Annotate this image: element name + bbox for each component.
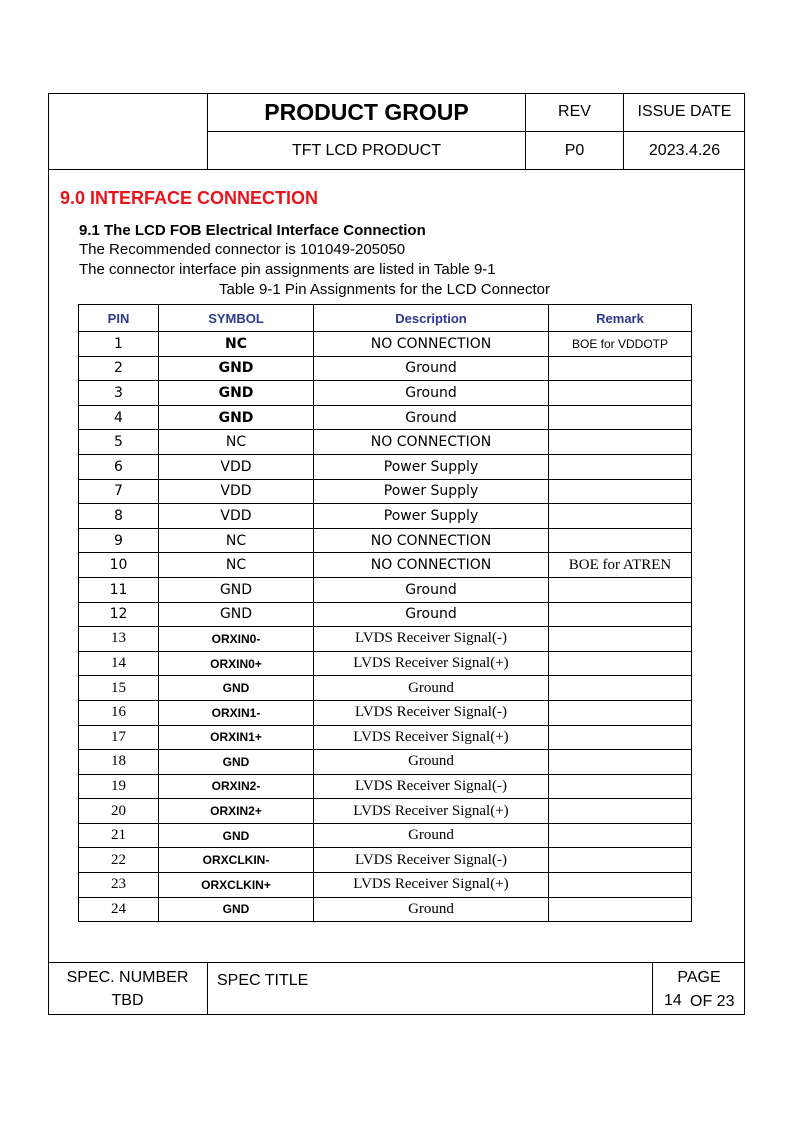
description-cell: LVDS Receiver Signal(-) xyxy=(314,627,549,652)
symbol-cell: NC xyxy=(159,528,314,553)
pin-cell: 10 xyxy=(79,553,159,578)
header-pin: PIN xyxy=(79,305,159,332)
remark-cell xyxy=(549,577,692,602)
table-row xyxy=(79,430,692,455)
header-description: Description xyxy=(314,305,549,332)
table-row xyxy=(79,405,692,430)
header-symbol: SYMBOL xyxy=(159,305,314,332)
description-cell: NO CONNECTION xyxy=(314,528,549,553)
pin-cell: 9 xyxy=(79,528,159,553)
symbol-cell: GND xyxy=(159,602,314,627)
rev-label: REV xyxy=(558,103,591,120)
description-cell: LVDS Receiver Signal(+) xyxy=(314,725,549,750)
description-cell: NO CONNECTION xyxy=(314,332,549,357)
pin-cell: 1 xyxy=(79,332,159,357)
subsection-title: 9.1 The LCD FOB Electrical Interface Connection xyxy=(79,222,426,239)
pin-cell: 24 xyxy=(79,897,159,922)
pin-cell: 6 xyxy=(79,454,159,479)
description-cell: Ground xyxy=(314,676,549,701)
symbol-cell: NC xyxy=(159,430,314,455)
table-row xyxy=(79,700,692,725)
symbol-cell: ORXCLKIN+ xyxy=(159,873,314,898)
description-cell: LVDS Receiver Signal(-) xyxy=(314,848,549,873)
symbol-cell: ORXIN0+ xyxy=(159,651,314,676)
pin-cell: 3 xyxy=(79,381,159,406)
pin-cell: 5 xyxy=(79,430,159,455)
symbol-cell: GND xyxy=(159,676,314,701)
description-cell: LVDS Receiver Signal(+) xyxy=(314,799,549,824)
table-row xyxy=(79,454,692,479)
symbol-cell: GND xyxy=(159,823,314,848)
symbol-cell: GND xyxy=(159,405,314,430)
pin-cell: 7 xyxy=(79,479,159,504)
description-cell: LVDS Receiver Signal(-) xyxy=(314,700,549,725)
symbol-cell: GND xyxy=(159,577,314,602)
table-row xyxy=(79,356,692,381)
table-row xyxy=(79,676,692,701)
product-group-title: PRODUCT GROUP xyxy=(264,98,469,125)
table-row xyxy=(79,479,692,504)
spec-title-label: SPEC TITLE xyxy=(217,972,309,989)
remark-cell xyxy=(549,897,692,922)
remark-cell xyxy=(549,381,692,406)
pin-assignment-text: The connector interface pin assignments are listed in Table 9-1 xyxy=(79,261,496,278)
table-row xyxy=(79,381,692,406)
table-row xyxy=(79,332,692,357)
remark-cell xyxy=(549,848,692,873)
pin-cell: 12 xyxy=(79,602,159,627)
pin-cell: 17 xyxy=(79,725,159,750)
table-row xyxy=(79,799,692,824)
table-header-row xyxy=(79,305,692,332)
description-cell: Ground xyxy=(314,577,549,602)
description-cell: Ground xyxy=(314,356,549,381)
remark-cell xyxy=(549,873,692,898)
remark-cell xyxy=(549,725,692,750)
remark-cell xyxy=(549,454,692,479)
description-cell: Ground xyxy=(314,750,549,775)
remark-cell xyxy=(549,504,692,529)
table-row xyxy=(79,774,692,799)
table-row xyxy=(79,627,692,652)
remark-cell xyxy=(549,750,692,775)
symbol-cell: GND xyxy=(159,897,314,922)
table-row xyxy=(79,602,692,627)
connector-text: The Recommended connector is 101049-205050 xyxy=(79,241,406,258)
table-caption: Table 9-1 Pin Assignments for the LCD Connector xyxy=(219,281,551,298)
remark-cell xyxy=(549,676,692,701)
table-row xyxy=(79,823,692,848)
symbol-cell: GND xyxy=(159,356,314,381)
table-row xyxy=(79,651,692,676)
table-row xyxy=(79,528,692,553)
pin-cell: 8 xyxy=(79,504,159,529)
product-name: TFT LCD PRODUCT xyxy=(291,141,442,159)
pin-cell: 16 xyxy=(79,700,159,725)
symbol-cell: ORXCLKIN- xyxy=(159,848,314,873)
symbol-cell: ORXIN2- xyxy=(159,774,314,799)
description-cell: LVDS Receiver Signal(-) xyxy=(314,774,549,799)
description-cell: Power Supply xyxy=(314,479,549,504)
remark-cell xyxy=(549,651,692,676)
document-header xyxy=(48,93,745,170)
rev-value: P0 xyxy=(564,141,585,159)
section-title: 9.0 INTERFACE CONNECTION xyxy=(60,188,319,208)
pin-cell: 23 xyxy=(79,873,159,898)
description-cell: Power Supply xyxy=(314,454,549,479)
pin-cell: 22 xyxy=(79,848,159,873)
symbol-cell: ORXIN1- xyxy=(159,700,314,725)
pin-cell: 4 xyxy=(79,405,159,430)
page-total: OF 23 xyxy=(690,993,735,1010)
table-row xyxy=(79,873,692,898)
symbol-cell: GND xyxy=(159,750,314,775)
table-row xyxy=(79,750,692,775)
table-row xyxy=(79,725,692,750)
description-cell: Ground xyxy=(314,381,549,406)
remark-cell xyxy=(549,430,692,455)
description-cell: Power Supply xyxy=(314,504,549,529)
issue-date-label: ISSUE DATE xyxy=(637,103,732,120)
table-row xyxy=(79,897,692,922)
pin-cell: 18 xyxy=(79,750,159,775)
remark-cell: BOE for ATREN xyxy=(549,553,692,578)
pin-assignment-table xyxy=(78,304,692,922)
remark-cell xyxy=(549,700,692,725)
header-remark: Remark xyxy=(549,305,692,332)
pin-cell: 21 xyxy=(79,823,159,848)
remark-cell xyxy=(549,479,692,504)
symbol-cell: GND xyxy=(159,381,314,406)
remark-cell xyxy=(549,602,692,627)
description-cell: LVDS Receiver Signal(+) xyxy=(314,873,549,898)
table-row xyxy=(79,504,692,529)
pin-cell: 19 xyxy=(79,774,159,799)
page-label: PAGE xyxy=(677,969,721,986)
issue-date-value: 2023.4.26 xyxy=(648,141,721,159)
symbol-cell: VDD xyxy=(159,504,314,529)
spec-number-value: TBD xyxy=(111,992,144,1009)
pin-cell: 20 xyxy=(79,799,159,824)
description-cell: Ground xyxy=(314,897,549,922)
pin-cell: 15 xyxy=(79,676,159,701)
table-row xyxy=(79,848,692,873)
description-cell: LVDS Receiver Signal(+) xyxy=(314,651,549,676)
symbol-cell: ORXIN1+ xyxy=(159,725,314,750)
remark-cell xyxy=(549,823,692,848)
symbol-cell: VDD xyxy=(159,479,314,504)
symbol-cell: NC xyxy=(159,553,314,578)
remark-cell xyxy=(549,528,692,553)
pin-cell: 11 xyxy=(79,577,159,602)
description-cell: NO CONNECTION xyxy=(314,553,549,578)
description-cell: NO CONNECTION xyxy=(314,430,549,455)
pin-cell: 2 xyxy=(79,356,159,381)
remark-cell xyxy=(549,799,692,824)
pin-cell: 13 xyxy=(79,627,159,652)
symbol-cell: ORXIN2+ xyxy=(159,799,314,824)
remark-cell xyxy=(549,627,692,652)
pin-cell: 14 xyxy=(79,651,159,676)
remark-cell: BOE for VDDOTP xyxy=(549,332,692,357)
description-cell: Ground xyxy=(314,823,549,848)
table-row xyxy=(79,553,692,578)
table-row xyxy=(79,577,692,602)
remark-cell xyxy=(549,774,692,799)
symbol-cell: NC xyxy=(159,332,314,357)
description-cell: Ground xyxy=(314,602,549,627)
remark-cell xyxy=(549,405,692,430)
symbol-cell: VDD xyxy=(159,454,314,479)
spec-number-label: SPEC. NUMBER xyxy=(66,969,189,986)
symbol-cell: ORXIN0- xyxy=(159,627,314,652)
page-number: 14 xyxy=(664,992,682,1009)
remark-cell xyxy=(549,356,692,381)
description-cell: Ground xyxy=(314,405,549,430)
